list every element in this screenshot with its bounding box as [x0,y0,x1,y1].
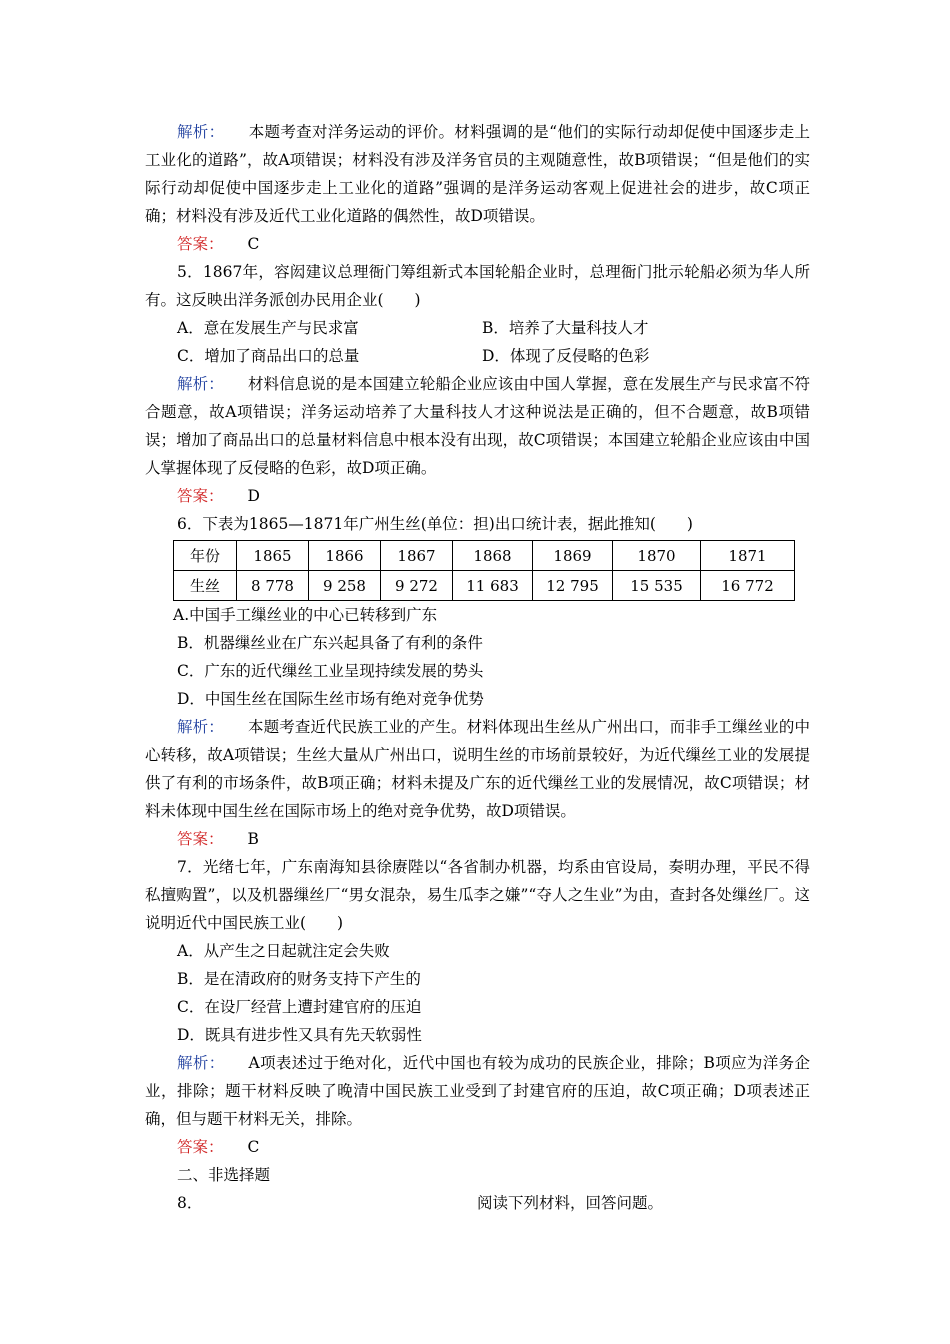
option-a: A．意在发展生产与民求富 [177,319,359,337]
answer-label: 答案： [177,235,224,253]
table-cell: 9 272 [381,571,453,601]
table-cell: 8 778 [237,571,309,601]
table-row-silk [174,571,795,601]
question-8 [145,1189,810,1217]
option-a: A.中国手工缫丝业的中心已转移到广东 [173,606,438,624]
answer-line-q4 [145,230,810,258]
answer-value: C [247,235,260,253]
section-heading: 二、非选择题 [177,1166,271,1184]
question-5-options-row-2 [145,342,810,370]
answer-line-q7 [145,1133,810,1161]
option-c: C．在设厂经营上遭封建官府的压迫 [177,998,422,1016]
question-5-options-row-1 [145,314,810,342]
option-d: D．既具有进步性又具有先天软弱性 [177,1026,422,1044]
analysis-label: 解析： [177,718,224,736]
table-cell: 1871 [701,541,795,571]
option-b: B．机器缫丝业在广东兴起具备了有利的条件 [177,634,483,652]
table-cell: 1866 [309,541,381,571]
analysis-label: 解析： [177,123,225,141]
analysis-label: 解析： [177,1054,225,1072]
table-cell: 1869 [533,541,613,571]
table-cell: 15 535 [613,571,701,601]
analysis-text: 材料信息说的是本国建立轮船企业应该由中国人掌握，意在发展生产与民求富不符合题意，故A项错误；洋务运动培养了大量科技人才这种说法是正确的，但不合题意，故B项错误；增加了商品出口的总量材料信息中根本没有出现，故C项错误；本国建立轮船企业应该由中国人掌握体现了反侵略的色彩，故D项正确。 [145,375,810,477]
analysis-paragraph-q7 [145,1049,810,1133]
table-cell: 1868 [453,541,533,571]
answer-label: 答案： [177,487,224,505]
option-c: C．增加了商品出口的总量 [177,347,360,365]
table-cell: 1867 [381,541,453,571]
analysis-text: A项表述过于绝对化，近代中国也有较为成功的民族企业，排除；B项应为洋务企业，排除；题干材料反映了晚清中国民族工业受到了封建官府的压迫，故C项正确；D项表述正确，但与题干材料无关，排除。 [145,1054,810,1128]
option-d: D．体现了反侵略的色彩 [482,347,650,365]
table-cell: 16 772 [701,571,795,601]
analysis-paragraph-q4 [145,118,810,230]
answer-label: 答案： [177,1138,224,1156]
silk-export-table [173,540,795,601]
answer-line-q5 [145,482,810,510]
table-cell: 1870 [613,541,701,571]
answer-value: C [247,1138,260,1156]
question-6-stem: 6．下表为1865—1871年广州生丝(单位：担)出口统计表，据此推知( ) [177,515,693,533]
table-header-year: 年份 [174,541,237,571]
question-5-stem: 5．1867年，容闳建议总理衙门筹组新式本国轮船企业时，总理衙门批示轮船必须为华人所有。这反映出洋务派创办民用企业( ) [145,263,810,309]
option-d: D．中国生丝在国际生丝市场有绝对竞争优势 [177,690,484,708]
table-cell: 11 683 [453,571,533,601]
answer-label: 答案： [177,830,224,848]
table-header-silk: 生丝 [174,571,237,601]
answer-value: D [247,487,260,505]
option-b: B．培养了大量科技人才 [482,319,649,337]
analysis-text: 本题考查对洋务运动的评价。材料强调的是“他们的实际行动却促使中国逐步走上工业化的道路”，故A项错误；材料没有涉及洋务官员的主观随意性，故B项错误；“但是他们的实际行动却促使中国逐步走上工业化的道路”强调的是洋务运动客观上促进社会的进步，故C项正确；材料没有涉及近代工业化道路的偶然性，故D项错误。 [145,123,810,225]
analysis-paragraph-q5 [145,370,810,482]
answer-value: B [247,830,259,848]
analysis-paragraph-q6 [145,713,810,825]
table-row-years [174,541,795,571]
answer-line-q6 [145,825,810,853]
table-cell: 12 795 [533,571,613,601]
analysis-text: 本题考查近代民族工业的产生。材料体现出生丝从广州出口，而非手工缫丝业的中心转移，故A项错误；生丝大量从广州出口，说明生丝的市场前景较好，为近代缫丝工业的发展提供了有利的市场条件，故B项正确；材料未提及广东的近代缫丝工业的发展情况，故C项错误；材料未体现中国生丝在国际市场上的绝对竞争优势，故D项错误。 [145,718,810,820]
table-cell: 1865 [237,541,309,571]
question-7-stem: 7．光绪七年，广东南海知县徐赓陛以“各省制办机器，均系由官设局，奏明办理，平民不得私擅购置”，以及机器缫丝厂“男女混杂，易生瓜李之嫌”“夺人之生业”为由，查封各处缫丝厂。这说明近代中国民族工业( ) [145,858,810,932]
content-column [145,118,810,1217]
question-8-number: 8． [177,1194,203,1212]
analysis-label: 解析： [177,375,224,393]
option-a: A．从产生之日起就注定会失败 [177,942,390,960]
option-c: C．广东的近代缫丝工业呈现持续发展的势头 [177,662,484,680]
option-b: B．是在清政府的财务支持下产生的 [177,970,421,988]
table-cell: 9 258 [309,571,381,601]
question-8-stem: 阅读下列材料，回答问题。 [477,1194,664,1212]
